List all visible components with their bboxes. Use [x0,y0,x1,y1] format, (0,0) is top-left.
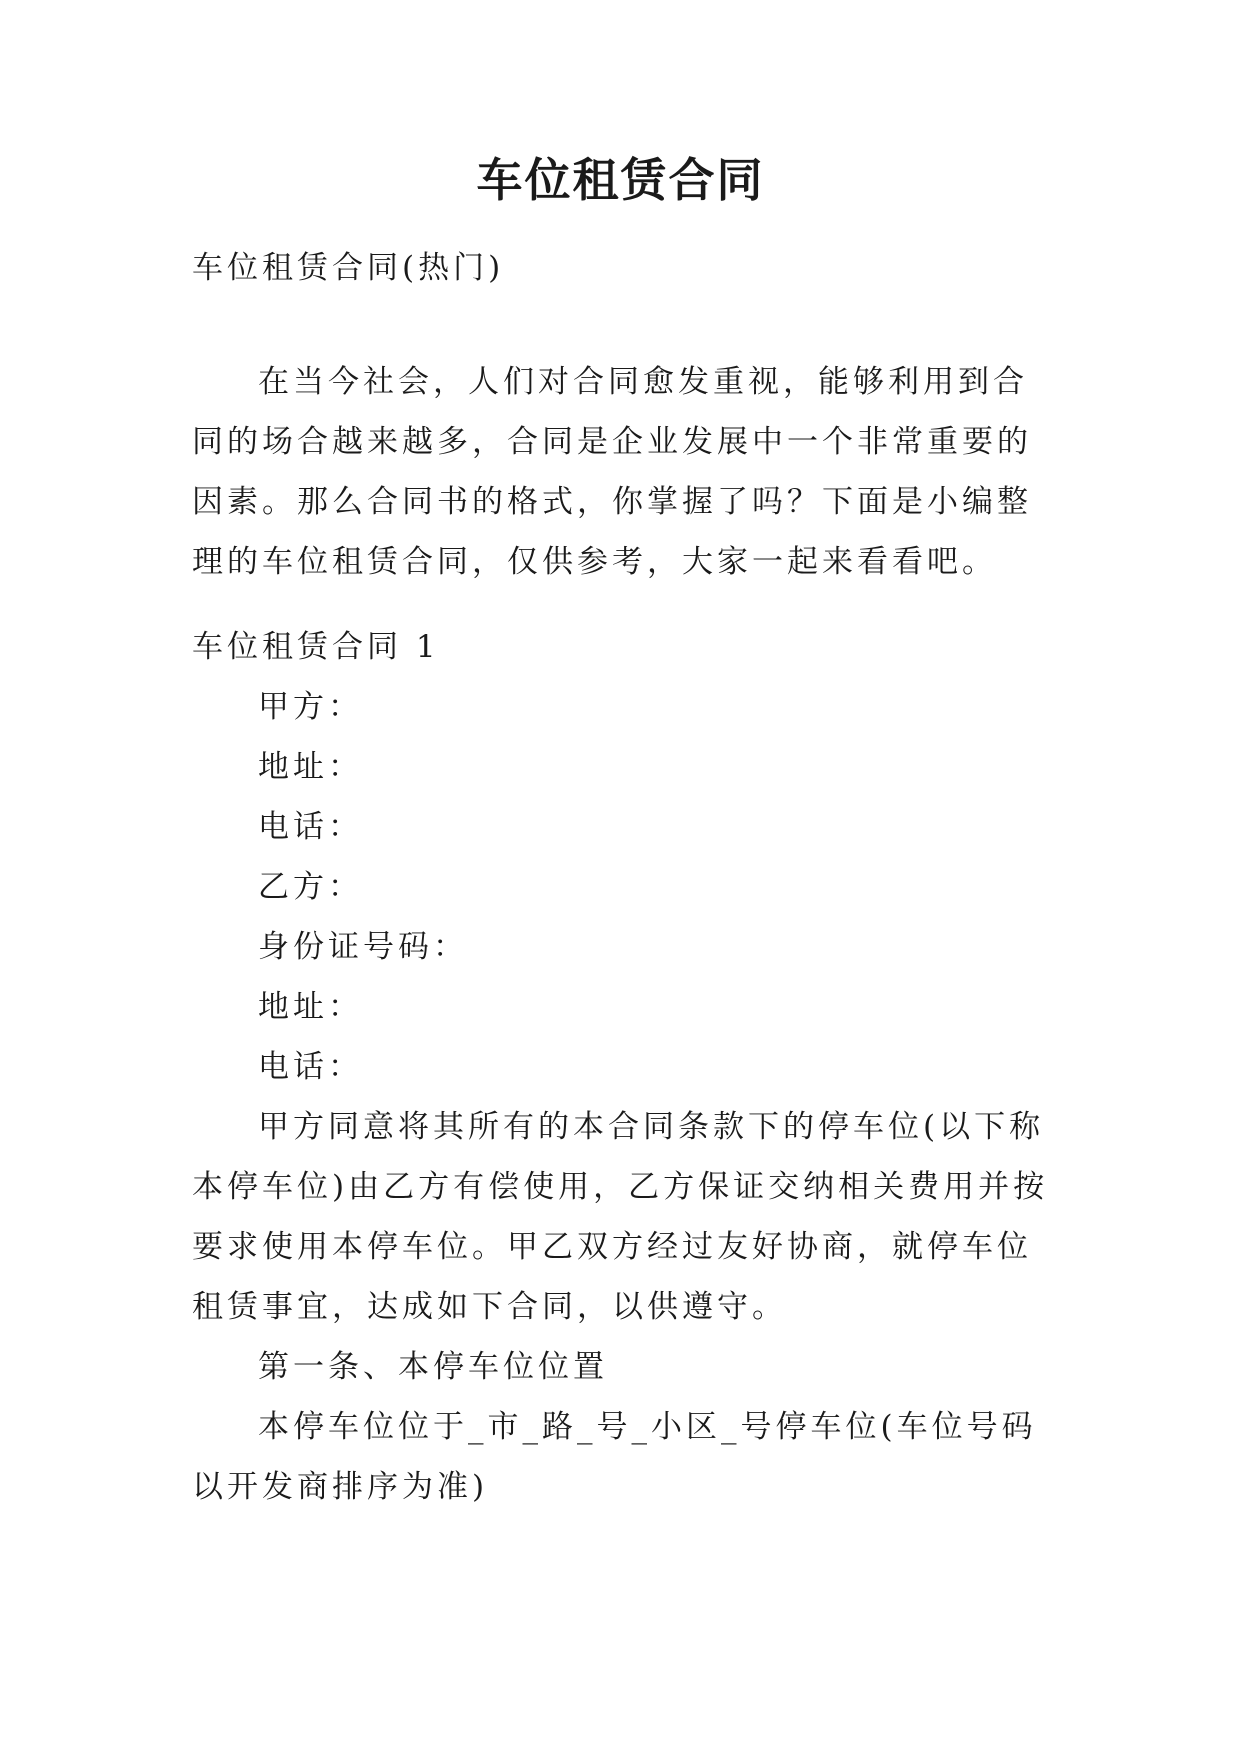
party-b-phone-label: 电话： [258,1049,363,1085]
article-1-heading: 第一条、本停车位位置 [258,1349,608,1385]
article-1-text: 本停车位位于_市_路_号_小区_号停车位(车位号码以开发商排序为准) [192,1409,1037,1505]
intro-block [192,352,1060,592]
party-a-address-label: 地址： [258,749,363,785]
section-heading: 车位租赁合同 1 [192,629,440,665]
document-title: 车位租赁合同 [476,153,765,207]
document-subtitle: 车位租赁合同(热门) [192,250,505,286]
document-subtitle-block [192,238,1060,298]
party-b-id-label: 身份证号码： [258,929,468,965]
party-a-phone-label: 电话： [258,809,363,845]
party-b-address-label: 地址： [258,989,363,1025]
party-a-label: 甲方： [258,689,363,725]
contract-body [192,617,1060,1517]
intro-paragraph: 在当今社会，人们对合同愈发重视，能够利用到合同的场合越来越多，合同是企业发展中一个非常重要的因素。那么合同书的格式，你掌握了吗？下面是小编整理的车位租赁合同，仅供参考，大家一起来看看吧。 [192,364,1032,580]
agreement-paragraph: 甲方同意将其所有的本合同条款下的停车位(以下称本停车位)由乙方有偿使用，乙方保证交纳相关费用并按要求使用本停车位。甲乙双方经过友好协商，就停车位租赁事宜，达成如下合同，以供遵守。 [192,1109,1049,1325]
party-b-label: 乙方： [258,869,363,905]
